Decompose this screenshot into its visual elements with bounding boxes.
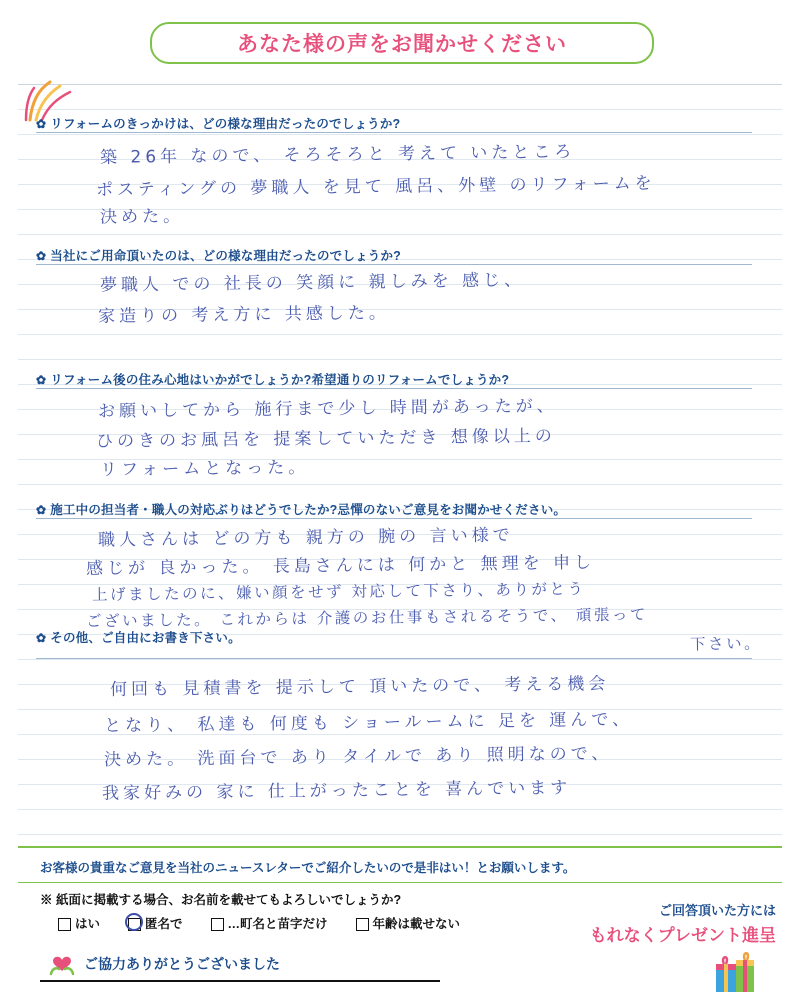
newsletter-note: お客様の貴重なご意見を当社のニュースレターでご紹介したいので是非はい！とお願いします。 (40, 861, 576, 875)
question-5 (36, 628, 756, 646)
thanks-line (48, 952, 280, 976)
answer-3-line-1: お願いしてから 施行まで少し 時間があったが、 (97, 396, 558, 422)
question-1-rule (36, 132, 752, 133)
choice-anonymous-label: 匿名で (145, 917, 183, 931)
question-1 (36, 114, 756, 132)
signature-rule (40, 980, 440, 982)
present-line-2: もれなくプレゼント進呈 (589, 926, 776, 945)
answer-4-line-5: 下さい。 (689, 634, 763, 654)
checkbox-anonymous[interactable] (128, 918, 141, 931)
flower-bullet-icon: ✿ (36, 249, 47, 263)
question-3-rule (36, 388, 752, 389)
answer-1-line-1: 築 26年 なので、 そろそろと 考えて いたところ (99, 142, 576, 168)
name-permission-choices (58, 914, 460, 932)
question-4 (36, 500, 756, 518)
choice-yes-label: はい (75, 917, 101, 931)
question-5-rule (36, 658, 752, 659)
question-3 (36, 370, 756, 388)
choice-no-age-label: 年齢は載せない (372, 917, 461, 931)
question-5-label: その他、ご自由にお書き下さい。 (50, 631, 241, 645)
question-2 (36, 246, 756, 264)
name-permission-question: ※ 紙面に掲載する場合、お名前を載せてもよろしいでしょうか? (40, 893, 402, 907)
present-badge (546, 900, 776, 946)
flower-bullet-icon: ✿ (36, 373, 47, 387)
checkbox-town-and-surname[interactable] (211, 918, 224, 931)
thanks-text: ご協力ありがとうございました (84, 956, 280, 972)
checkbox-yes[interactable] (58, 918, 71, 931)
question-2-label: 当社にご用命頂いたのは、どの様な理由だったのでしょうか? (50, 249, 402, 263)
choice-yes[interactable] (58, 914, 100, 932)
answer-5-line-1: 何回も 見積書を 提示して 頂いたので、 考える機会 (109, 673, 610, 701)
question-1-label: リフォームのきっかけは、どの様な理由だったのでしょうか? (50, 117, 401, 131)
choice-town-and-surname-label: …町名と苗字だけ (227, 917, 328, 931)
answer-1-line-3: 決めた。 (99, 206, 185, 228)
checkbox-no-age[interactable] (356, 918, 369, 931)
page-title: あなた様の声をお聞かせください (237, 33, 567, 56)
page-title-banner (150, 22, 654, 64)
flower-bullet-icon: ✿ (36, 631, 47, 645)
present-line-1: ご回答頂いた方には (658, 903, 776, 918)
flower-bullet-icon: ✿ (36, 117, 47, 131)
answer-4-line-3: 上げましたのに、嫌い顔をせず 対応して下さり、ありがとう (91, 579, 586, 605)
question-2-rule (36, 264, 752, 265)
answer-3-line-2: ひのきのお風呂を 提案していただき 想像以上の (95, 426, 556, 452)
answer-1-line-2: ポスティングの 夢職人 を見て 風呂、外壁 のリフォームを (95, 173, 656, 201)
question-4-label: 施工中の担当者・職人の対応ぶりはどうでしたか?忌憚のないご意見をお聞かせください。 (50, 503, 567, 517)
answer-2-line-2: 家造りの 考え方に 共感した。 (97, 303, 390, 327)
footer-top-rule (18, 846, 782, 848)
answer-4-line-4: ございました。 これからは 介護のお仕事もされるそうで、 頑張って (85, 605, 649, 631)
answer-2-line-1: 夢職人 での 社長の 笑顔に 親しみを 感じ、 (99, 270, 526, 296)
gift-box-icon (712, 946, 764, 996)
footer-mid-rule (18, 882, 782, 883)
choice-anonymous[interactable] (128, 914, 183, 932)
answer-5-line-4: 我家好みの 家に 仕上がったことを 喜んでいます (101, 778, 572, 804)
answer-4-line-1: 職人さんは どの方も 親方の 腕の 言い様で (97, 525, 514, 551)
answer-3-line-3: リフォームとなった。 (99, 457, 310, 481)
answer-5-line-2: となり、 私達も 何度も ショールームに 足を 運んで、 (103, 709, 634, 737)
choice-town-and-surname[interactable] (211, 914, 328, 932)
question-3-label: リフォーム後の住み心地はいかがでしょうか?希望通りのリフォームでしょうか? (50, 373, 510, 387)
choice-no-age[interactable] (356, 914, 461, 932)
heart-hands-icon (48, 952, 76, 976)
answer-5-line-3: 決めた。 洗面台で あり タイルで あり 照明なので、 (103, 743, 613, 771)
answer-4-line-2: 感じが 良かった。 長島さんには 何かと 無理を 申し (85, 552, 596, 580)
flower-bullet-icon: ✿ (36, 503, 47, 517)
question-4-rule (36, 518, 752, 519)
